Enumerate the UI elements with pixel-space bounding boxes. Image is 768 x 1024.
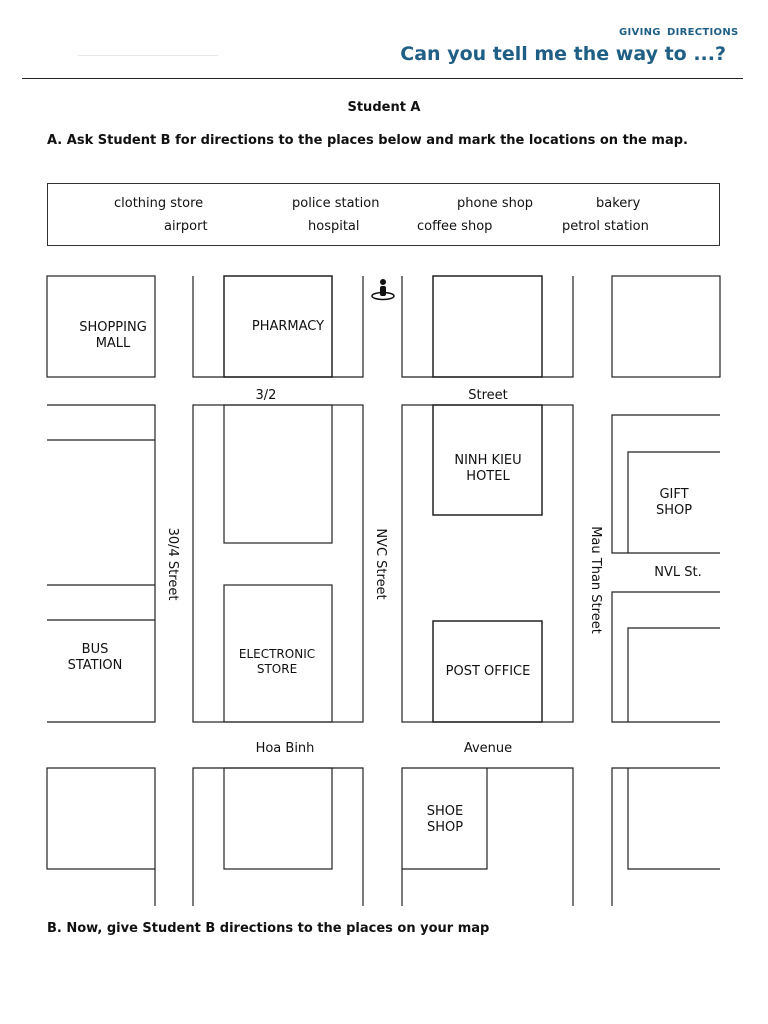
place-item: coffee shop	[417, 219, 493, 234]
building-south-east-row3	[628, 768, 720, 869]
label-shoe-shop: SHOP	[426, 820, 464, 835]
block-north-center	[402, 276, 573, 377]
place-item: hospital	[308, 219, 360, 234]
street-label-avenue: Avenue	[463, 741, 513, 756]
label-pharmacy: PHARMACY	[251, 319, 325, 334]
label-electronic-store: STORE	[256, 662, 298, 676]
block-bus-station-outer	[47, 405, 155, 722]
person-location-icon	[372, 279, 394, 300]
label-shoe-shop: SHOE	[426, 804, 464, 819]
place-item: petrol station	[562, 219, 649, 234]
place-item: police station	[292, 196, 380, 211]
header-kicker-directions: DIRECTIONS	[667, 27, 739, 38]
page-title: Can you tell me the way to ...?	[400, 43, 726, 65]
street-label-mau-than: Mau Than Street	[588, 526, 603, 634]
street-label-3-2-street: Street	[468, 388, 508, 403]
instruction-b: B. Now, give Student B directions to the places on your map	[47, 921, 490, 936]
building-north-center	[433, 276, 542, 377]
street-label-3-2: 3/2	[255, 388, 277, 403]
place-item: phone shop	[457, 196, 534, 211]
label-shopping-mall: MALL	[95, 336, 131, 351]
header-kicker-giving: GIVING	[619, 27, 661, 38]
place-item: airport	[164, 219, 208, 234]
building-south-center	[224, 768, 332, 869]
label-electronic-store: ELECTRONIC	[238, 647, 316, 661]
label-bus-station: BUS	[81, 642, 109, 657]
instruction-a: A. Ask Student B for directions to the places below and mark the locations on the map.	[47, 133, 688, 148]
block-north-east	[612, 276, 720, 377]
building-south-east	[628, 628, 720, 722]
block-south-center-outer	[193, 768, 363, 906]
street-label-nvc: NVC Street	[373, 528, 388, 600]
street-label-hoa-binh: Hoa Binh	[255, 741, 315, 756]
building-empty-west	[224, 405, 332, 543]
label-ninh-kieu-hotel: HOTEL	[466, 469, 510, 484]
student-label: Student A	[347, 100, 421, 115]
place-item: clothing store	[114, 196, 204, 211]
label-ninh-kieu-hotel: NINH KIEU	[454, 453, 522, 468]
label-post-office: POST OFFICE	[445, 664, 531, 679]
street-label-nvl: NVL St.	[654, 565, 702, 580]
label-gift-shop: GIFT	[659, 487, 689, 502]
block-south-west	[47, 768, 155, 869]
label-shopping-mall: SHOPPING	[79, 320, 147, 335]
street-label-30-4: 30/4 Street	[165, 527, 180, 601]
label-bus-station: STATION	[67, 658, 123, 673]
place-item: bakery	[596, 196, 641, 211]
label-gift-shop: SHOP	[655, 503, 693, 518]
